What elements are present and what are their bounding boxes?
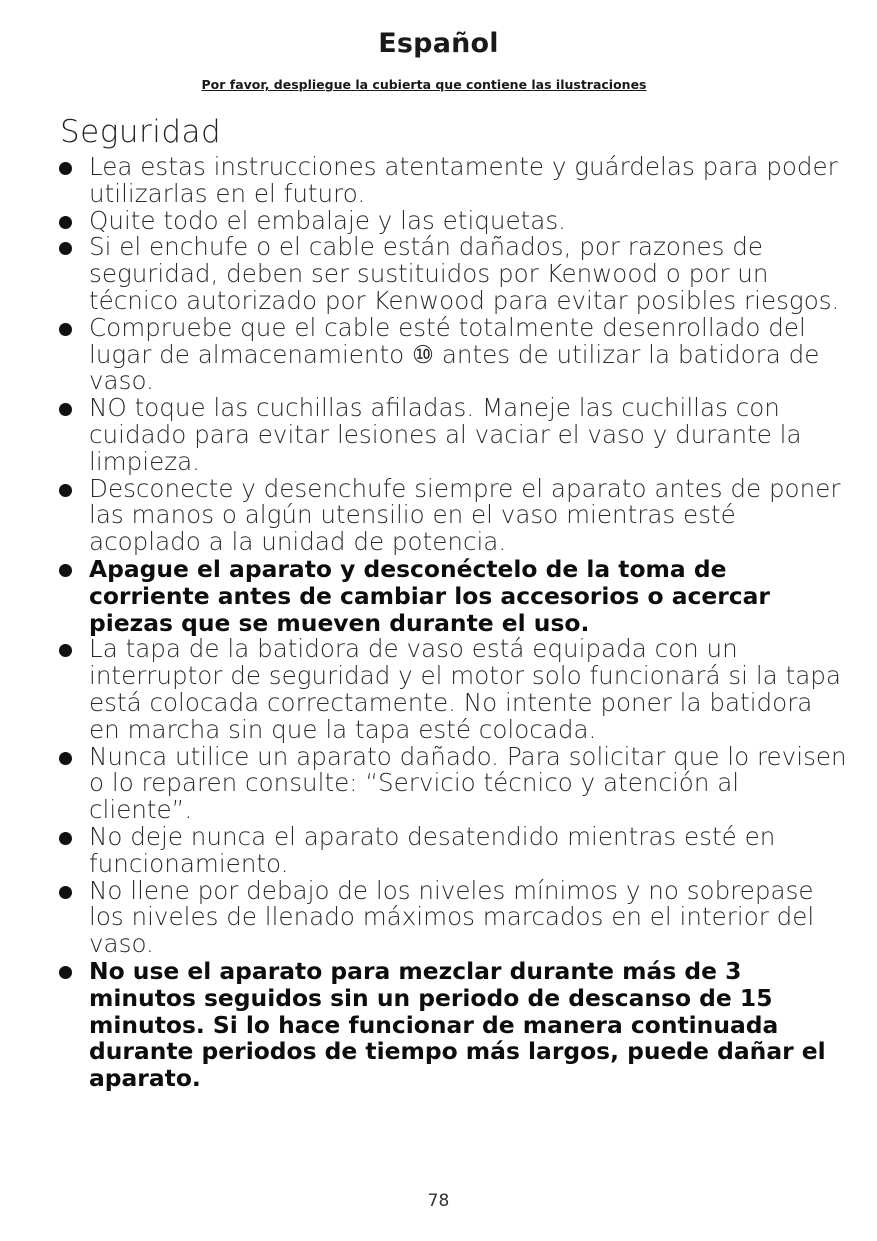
bullet-icon [59, 752, 72, 765]
safety-item-text: Nunca utilice un aparato dañado. Para solicitar que lo revisen o lo reparen consulte: “Servicio técnico y atención al cliente”. [89, 741, 847, 825]
safety-item [57, 636, 847, 743]
bullet-icon [59, 323, 72, 336]
safety-item-text: Quite todo el embalaje y las etiquetas. [89, 205, 566, 235]
safety-item-text: No llene por debajo de los niveles mínimos y no sobrepase los niveles de llenado máximos marcados en el interior del vaso. [89, 875, 815, 959]
bullet-icon [59, 832, 72, 845]
safety-item-warning [57, 958, 847, 1092]
language-heading: Español [378, 28, 499, 59]
safety-item-text: Apague el aparato y desconéctelo de la toma de corriente antes de cambiar los accesorios o acercar piezas que se mueven durante el uso. [89, 554, 770, 637]
safety-item-text: Compruebe que el cable esté totalmente desenrollado del lugar de almacenamiento ⑩ antes de utilizar la batidora de vaso. [89, 312, 820, 396]
safety-item-text: La tapa de la batidora de vaso está equipada con un interruptor de seguridad y el motor solo funcionará si la tapa está colocada correctamente. No intente poner la batidora en marcha sin que la tapa esté colocada. [89, 634, 841, 744]
safety-item [57, 154, 847, 208]
fold-out-note: Por favor, despliegue la cubierta que contiene las ilustraciones [201, 77, 647, 92]
safety-item [57, 395, 847, 475]
safety-item [57, 875, 847, 959]
bullet-icon [59, 484, 72, 497]
safety-item-text: Desconecte y desenchufe siempre el aparato antes de poner las manos o algún utensilio en el vaso mientras esté acoplado a la unidad de potencia. [89, 473, 841, 557]
bullet-icon [59, 966, 72, 979]
section-title: Seguridad [60, 114, 222, 150]
safety-item-text: NO toque las cuchillas afiladas. Maneje las cuchillas con cuidado para evitar lesiones al vaciar el vaso y durante la limpieza. [89, 393, 802, 476]
bullet-icon [59, 886, 72, 899]
bullet-icon [59, 242, 72, 255]
safety-item [57, 234, 847, 314]
bullet-icon [59, 644, 72, 657]
safety-item-text: Lea estas instrucciones atentamente y guárdelas para poder utilizarlas en el futuro. [89, 152, 838, 208]
safety-item-text: No use el aparato para mezclar durante más de 3 minutos seguidos sin un periodo de descanso de 15 minutos. Si lo hace funcionar de manera continuada durante periodos de tiempo más largos, puede dañar el aparato. [89, 956, 826, 1093]
safety-list [57, 154, 847, 1092]
safety-item [57, 821, 847, 878]
safety-item [57, 312, 847, 396]
safety-item-text: Si el enchufe o el cable están dañados, por razones de seguridad, deben ser sustituidos por Kenwood o por un técnico autorizado por Kenwood para evitar posibles riesgos. [89, 232, 840, 315]
bullet-icon [59, 564, 72, 577]
safety-item-warning [57, 556, 847, 636]
safety-item [57, 741, 847, 825]
bullet-icon [59, 403, 72, 416]
safety-item-text: No deje nunca el aparato desatendido mientras esté en funcionamiento. [89, 821, 776, 878]
page-number: 78 [427, 1191, 450, 1211]
bullet-icon [59, 216, 72, 229]
safety-item [57, 473, 847, 557]
bullet-icon [59, 162, 72, 175]
safety-item [57, 205, 847, 235]
